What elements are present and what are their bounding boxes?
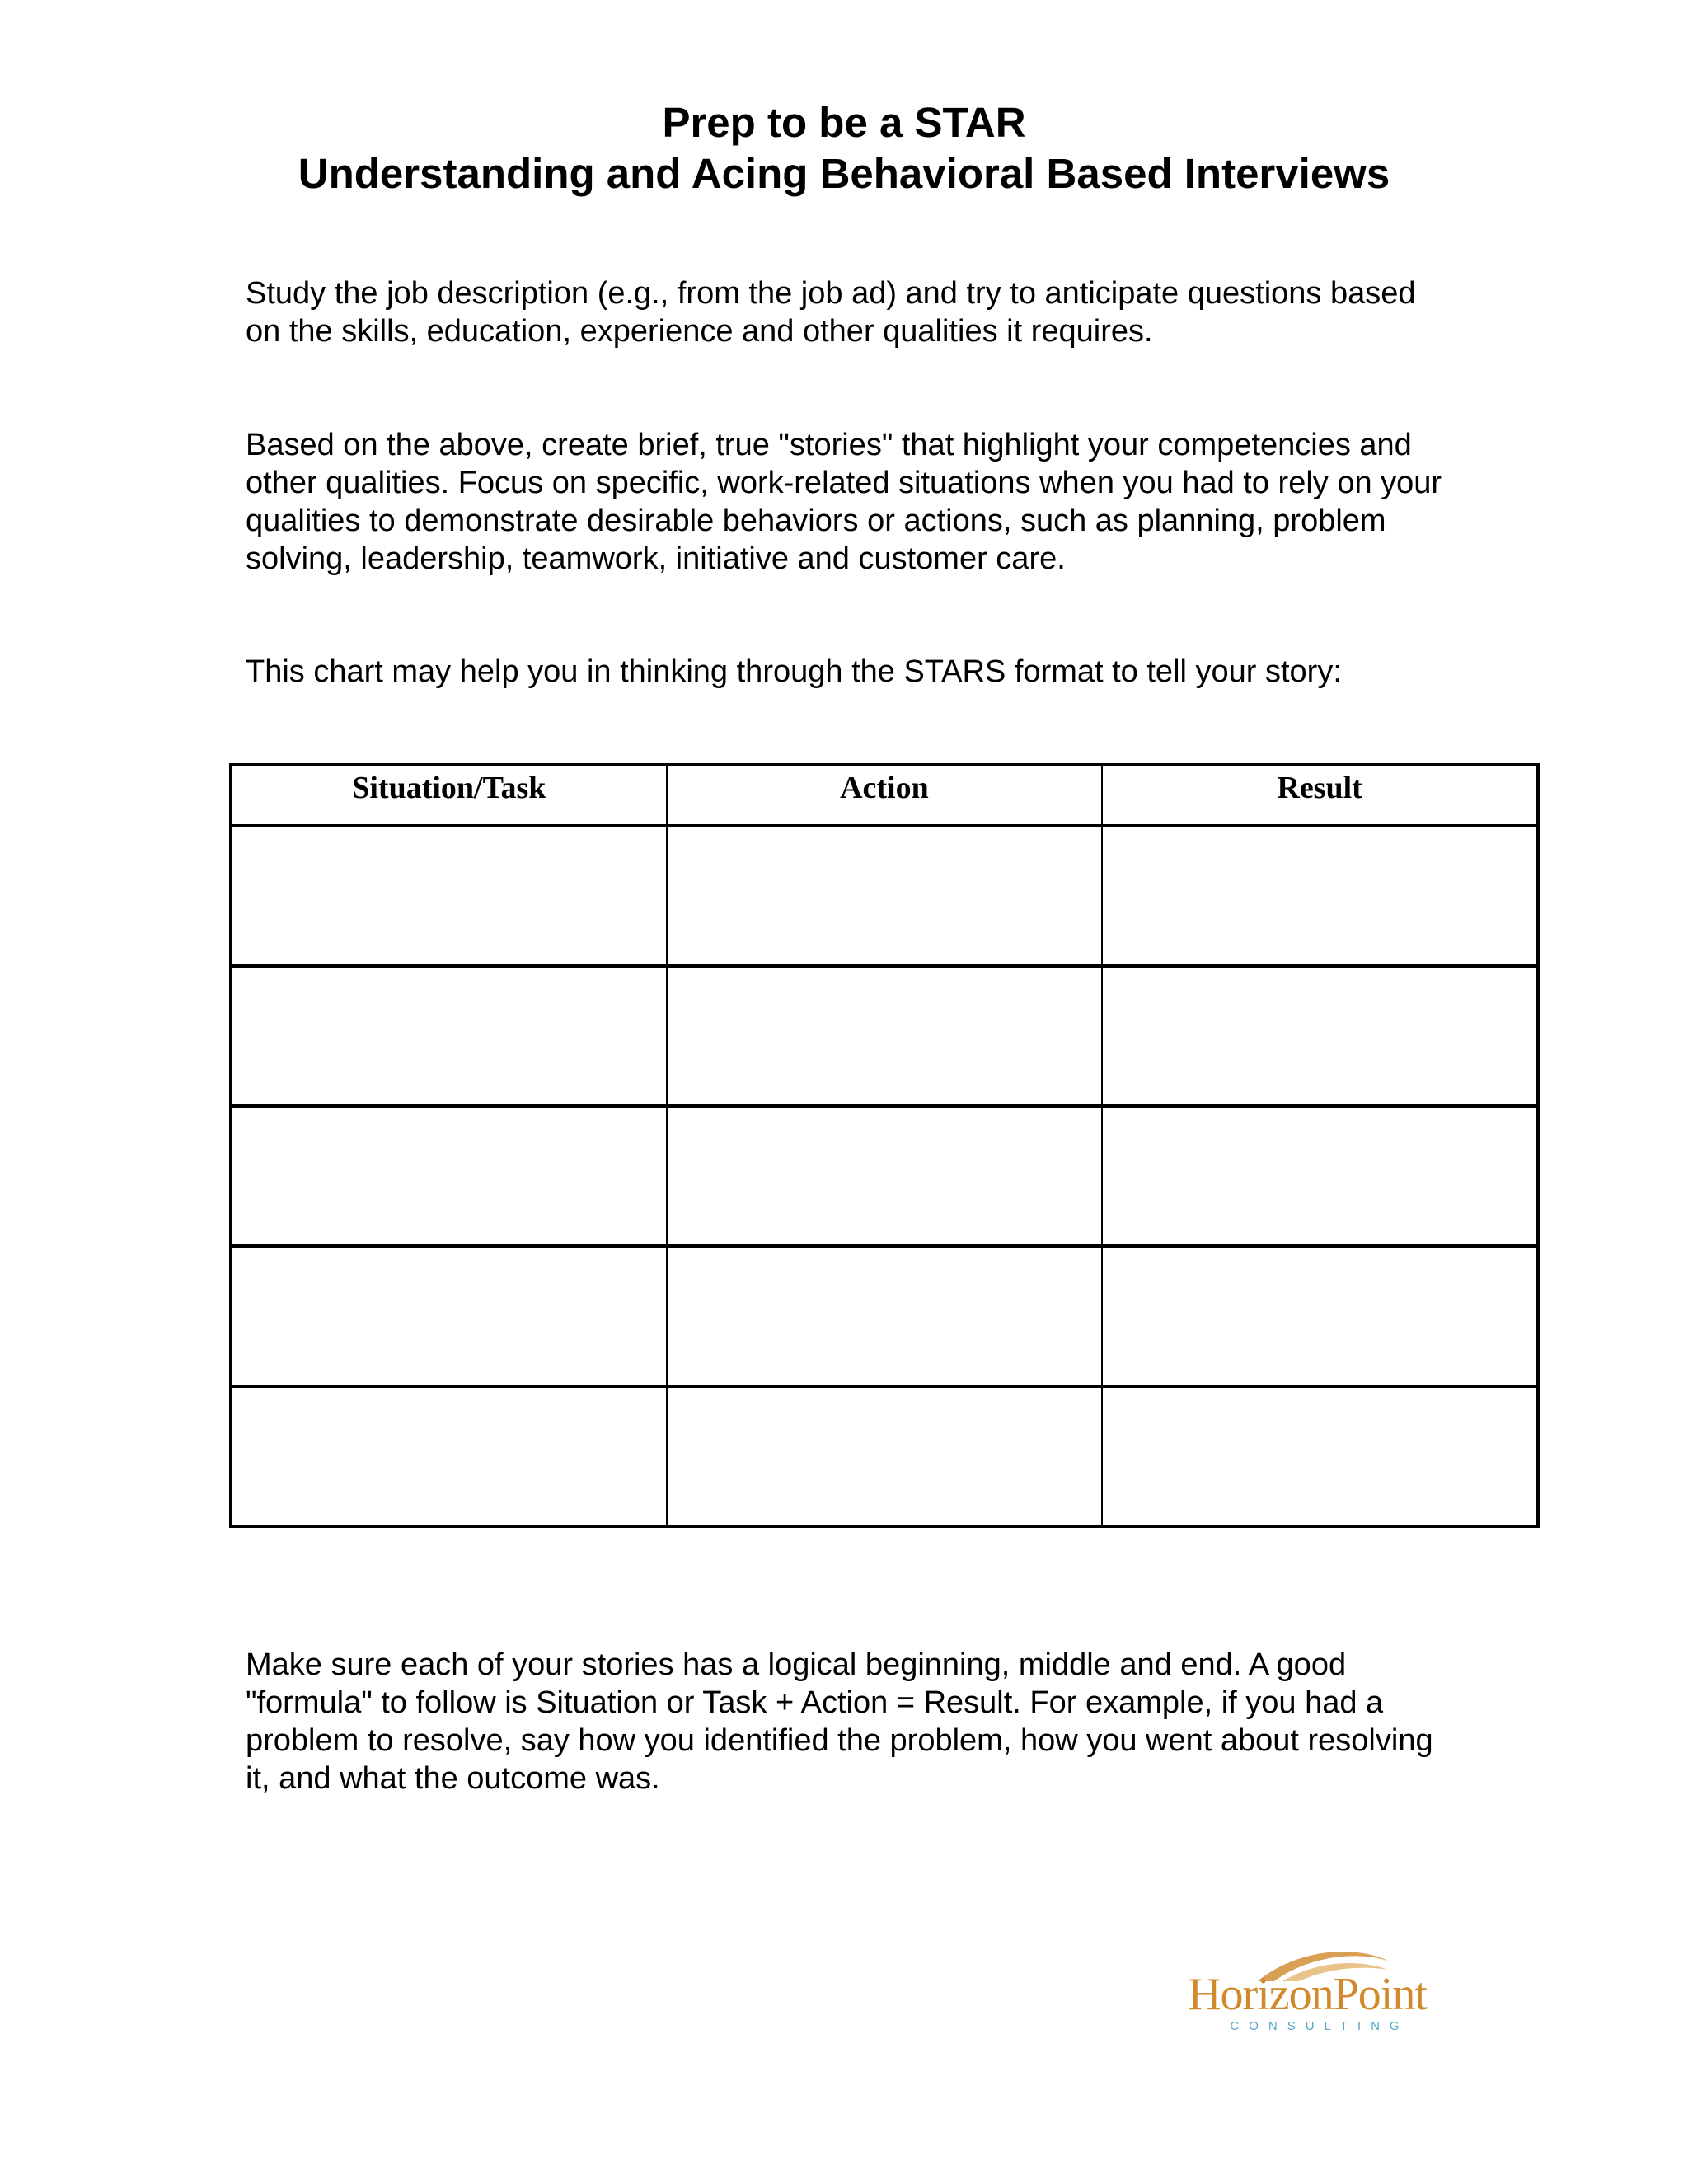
header-situation-task: Situation/Task	[231, 765, 667, 826]
table-cell[interactable]	[231, 1106, 667, 1246]
table-cell[interactable]	[667, 826, 1103, 966]
logo-wordmark: HorizonPoint	[1188, 1969, 1427, 2020]
table-row	[231, 826, 1538, 966]
table-cell[interactable]	[667, 966, 1103, 1106]
table-cell[interactable]	[231, 1246, 667, 1386]
table-row	[231, 1106, 1538, 1246]
logo-subtitle: CONSULTING	[1230, 2019, 1409, 2033]
paragraph-chart-intro: This chart may help you in thinking through the STARS format to tell your story:	[246, 654, 1342, 689]
table-cell[interactable]	[1102, 966, 1538, 1106]
horizonpoint-logo	[1184, 1945, 1431, 2044]
table-cell[interactable]	[231, 966, 667, 1106]
table-cell[interactable]	[667, 1386, 1103, 1526]
table-row	[231, 966, 1538, 1106]
page-title	[0, 97, 1688, 199]
title-line-2: Understanding and Acing Behavioral Based Interviews	[298, 150, 1390, 197]
paragraph-formula: Make sure each of your stories has a logical beginning, middle and end. A good "formula" to follow is Situation or Task + Action = Result. For example, if you had a problem to resolve, say how you identified the problem, how you went about resolving it, and what the outcome was.	[246, 1647, 1433, 1796]
table-cell[interactable]	[1102, 1386, 1538, 1526]
paragraph-study-job: Study the job description (e.g., from the job ad) and try to anticipate questions based on the skills, education, experience and other qualities it requires.	[246, 276, 1416, 349]
table-cell[interactable]	[231, 826, 667, 966]
star-chart-table	[229, 763, 1540, 1528]
table-cell[interactable]	[667, 1106, 1103, 1246]
header-action: Action	[667, 765, 1103, 826]
paragraph-create-stories: Based on the above, create brief, true "stories" that highlight your competencies and other qualities. Focus on specific, work-related situations when you had to rely on your qualities to demonstrate desirable behaviors or actions, such as planning, problem solving, leadership, teamwork, initiative and customer care.	[246, 428, 1442, 576]
table-row	[231, 1386, 1538, 1526]
table-cell[interactable]	[1102, 826, 1538, 966]
table-header-row	[231, 765, 1538, 826]
header-result: Result	[1102, 765, 1538, 826]
title-line-1: Prep to be a STAR	[662, 99, 1026, 146]
table-cell[interactable]	[1102, 1246, 1538, 1386]
table-cell[interactable]	[1102, 1106, 1538, 1246]
table-cell[interactable]	[667, 1246, 1103, 1386]
table-row	[231, 1246, 1538, 1386]
table-cell[interactable]	[231, 1386, 667, 1526]
